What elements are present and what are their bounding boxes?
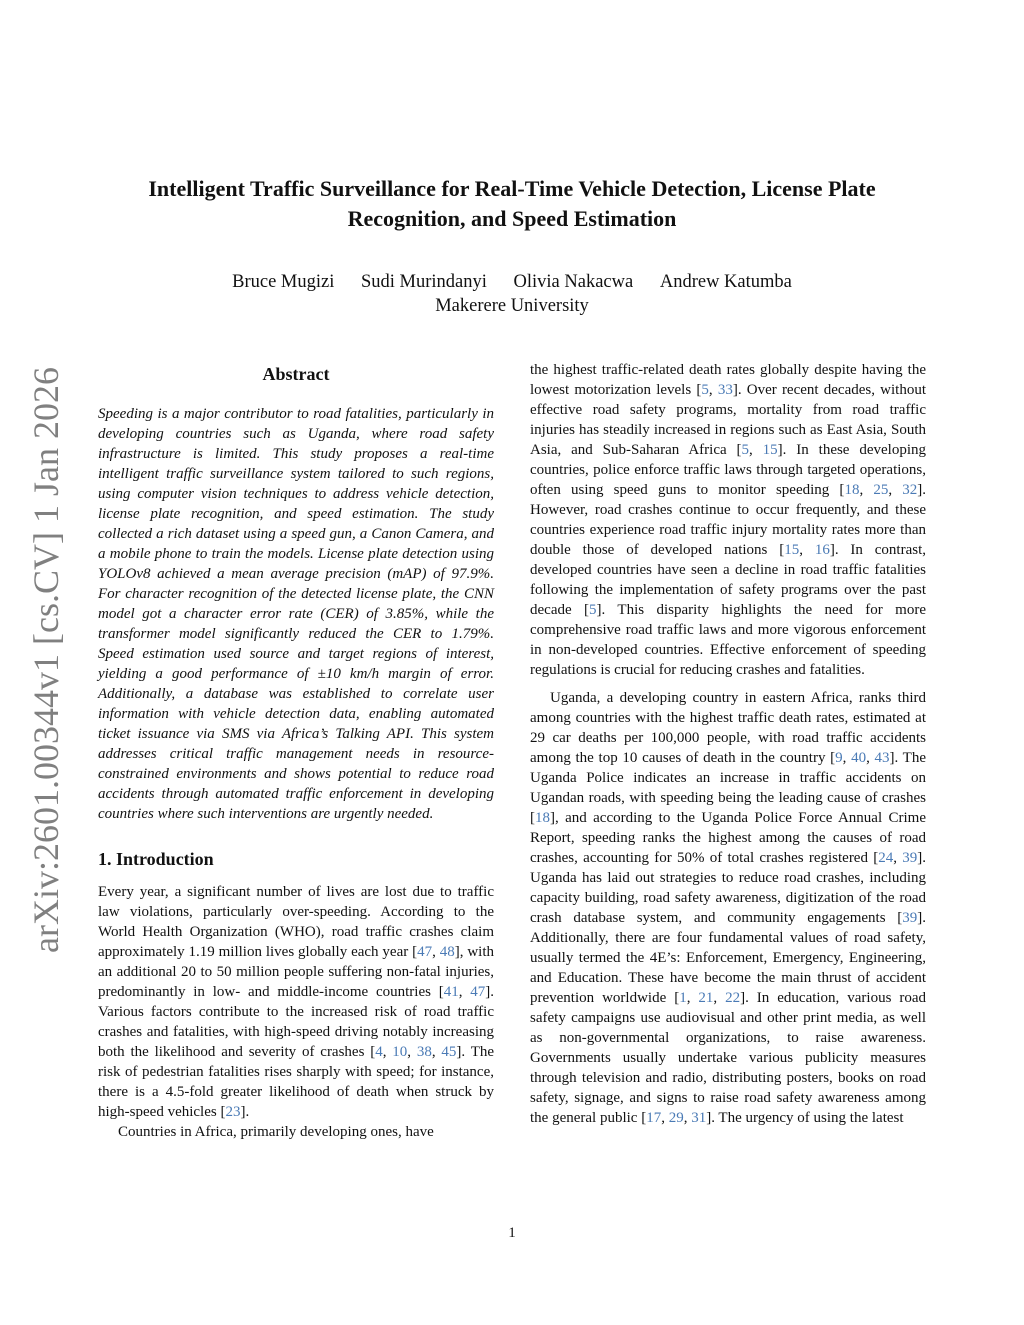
- citation-link[interactable]: 33: [717, 382, 733, 398]
- abstract-text: Speeding is a major contributor to road fatalities, particularly in developing countries such as Uganda, where road safety infrastructure is limited. This study proposes a real-time intelligent traffic surveillance system tailored to such regions, using computer vision techniques to address vehicle detection, license plate recognition, and speed estimation. The study collected a rich dataset using a speed gun, a Canon Camera, and a mobile phone to train the models. License plate detection using YOLOv8 achieved a mean average precision (mAP) of 97.9%. For character recognition of the detected license plate, the CNN model got a character error rate (CER) of 3.85%, while the transformer model significantly reduced the CER to 1.79%. Speed estimation used source and target regions of interest, yielding a good performance of ±10 km/h margin of error. Additionally, a database was established to correlate user information with vehicle detection data, enabling automated ticket issuance via SMS via Africa’s Talking API. This system addresses critical traffic management needs in resource-constrained environments and shows potential to reduce road accidents through automated traffic enforcement in developing countries where such interventions are urgently needed.: [98, 406, 494, 822]
- citation-link[interactable]: 22: [725, 990, 741, 1006]
- author-name: Bruce Mugizi: [232, 272, 335, 292]
- citation-link[interactable]: 38: [416, 1044, 432, 1060]
- intro-paragraph-2-start: Countries in Africa, primarily developing ones, have: [118, 1124, 434, 1140]
- citation-link[interactable]: 47: [470, 984, 486, 1000]
- citation-link[interactable]: 29: [668, 1110, 684, 1126]
- right-column: [530, 360, 926, 1128]
- citation-link[interactable]: 45: [441, 1044, 457, 1060]
- citation-link[interactable]: 31: [691, 1110, 707, 1126]
- author-name: Olivia Nakacwa: [513, 272, 634, 292]
- affiliation: Makerere University: [435, 296, 589, 316]
- intro-paragraph-1: Every year, a significant number of lives are lost due to traffic law violations, particularly over-speeding. According to the World Health Organization (WHO), road traffic crashes claim approximately 1.19 million lives globally each year [47, 48], with an additional 20 to 50 million people suffering non-fatal injuries, predominantly in low- and middle-income countries [41, 47]. Various factors contribute to the increased risk of road traffic crashes and fatalities, with high-speed driving notably increasing both the likelihood and severity of crashes [4, 10, 38, 45]. The risk of pedestrian fatalities rises sharply with speed; for instance, there is a 4.5-fold greater likelihood of death when struck by high-speed vehicles [23].: [98, 884, 495, 1120]
- citation-link[interactable]: 21: [698, 990, 714, 1006]
- citation-link[interactable]: 41: [443, 984, 459, 1000]
- citation-link[interactable]: 48: [439, 944, 455, 960]
- citation-link[interactable]: 47: [417, 944, 433, 960]
- citation-link[interactable]: 18: [535, 810, 550, 826]
- citation-link[interactable]: 4: [375, 1044, 383, 1060]
- author-name: Andrew Katumba: [659, 272, 792, 292]
- citation-link[interactable]: 39: [902, 910, 918, 926]
- citation-link[interactable]: 5: [589, 602, 597, 618]
- citation-link[interactable]: 15: [784, 542, 800, 558]
- citation-link[interactable]: 10: [392, 1044, 408, 1060]
- citation-link[interactable]: 18: [844, 482, 860, 498]
- author-names: [90, 270, 934, 294]
- author-name: Sudi Murindanyi: [361, 272, 487, 292]
- citation-link[interactable]: 16: [814, 542, 830, 558]
- citation-link[interactable]: 23: [225, 1104, 241, 1120]
- paper-title: Intelligent Traffic Surveillance for Real-Time Vehicle Detection, License Plate Recognition, and Speed Estimation: [148, 176, 876, 231]
- citation-link[interactable]: 39: [902, 850, 918, 866]
- citation-link[interactable]: 5: [741, 442, 750, 458]
- citation-link[interactable]: 43: [874, 750, 890, 766]
- citation-link[interactable]: 25: [873, 482, 889, 498]
- page-number: 1: [508, 1225, 516, 1241]
- intro-paragraph-2-continued: the highest traffic-related death rates globally despite having the lowest motorization levels [5, 33]. Over recent decades, without effective road safety programs, mortality from road traffic injuries has steadily increased in regions such as East Asia, South Asia, and Sub-Saharan Africa [5, 15]. In these developing countries, police enforce traffic laws through targeted operations, often using speed guns to monitor speeding [18, 25, 32]. However, road crashes continue to occur frequently, and these countries experience road traffic injury mortality rates more than double those of developed nations [15, 16]. In contrast, developed countries have seen a decline in road traffic fatalities following the implementation of safety programs over the past decade [5]. This disparity highlights the need for more comprehensive road traffic laws and more vigorous enforcement in non-developed countries. Effective enforcement of speeding regulations is crucial for reducing crashes and fatalities.: [530, 362, 927, 678]
- citation-link[interactable]: 32: [902, 482, 918, 498]
- citation-link[interactable]: 24: [878, 850, 894, 866]
- arxiv-identifier: arXiv:2601.00344v1 [cs.CV] 1 Jan 2026: [26, 367, 66, 953]
- left-column: [98, 360, 494, 1142]
- citation-link[interactable]: 17: [646, 1110, 662, 1126]
- author-block: [90, 270, 934, 318]
- abstract-heading: Abstract: [262, 364, 330, 384]
- citation-link[interactable]: 15: [762, 442, 778, 458]
- citation-link[interactable]: 1: [679, 990, 687, 1006]
- introduction-heading: 1. Introduction: [98, 849, 214, 869]
- citation-link[interactable]: 9: [835, 750, 843, 766]
- intro-paragraph-3: Uganda, a developing country in eastern Africa, ranks third among countries with the highest traffic death rates, estimated at 29 car deaths per 100,000 people, with road traffic accidents among the top 10 causes of death in the country [9, 40, 43]. The Uganda Police indicates an increase in traffic accidents on Ugandan roads, with speeding being the leading cause of crashes [18], and according to the Uganda Police Force Annual Crime Report, speeding ranks the highest among the causes of road crashes, accounting for 50% of total crashes registered [24, 39]. Uganda has laid out strategies to reduce road crashes, including capacity building, road safety awareness, digitization of the road crash database system, and community engagements [39]. Additionally, there are four fundamental values of road safety, usually termed the 4E’s: Enforcement, Emergency, Engineering, and Education. These have become the main thrust of accident prevention worldwide [1, 21, 22]. In education, various road safety campaigns use audiovisual and other print media, as well as non-governmental organizations, to raise awareness. Governments usually undertake various publicity measures through television and radio, distributing posters, books on road safety, signage, and signs to raise road safety awareness among the general public [17, 29, 31]. The urgency of using the latest: [530, 690, 927, 1126]
- citation-link[interactable]: 40: [851, 750, 867, 766]
- citation-link[interactable]: 5: [701, 382, 709, 398]
